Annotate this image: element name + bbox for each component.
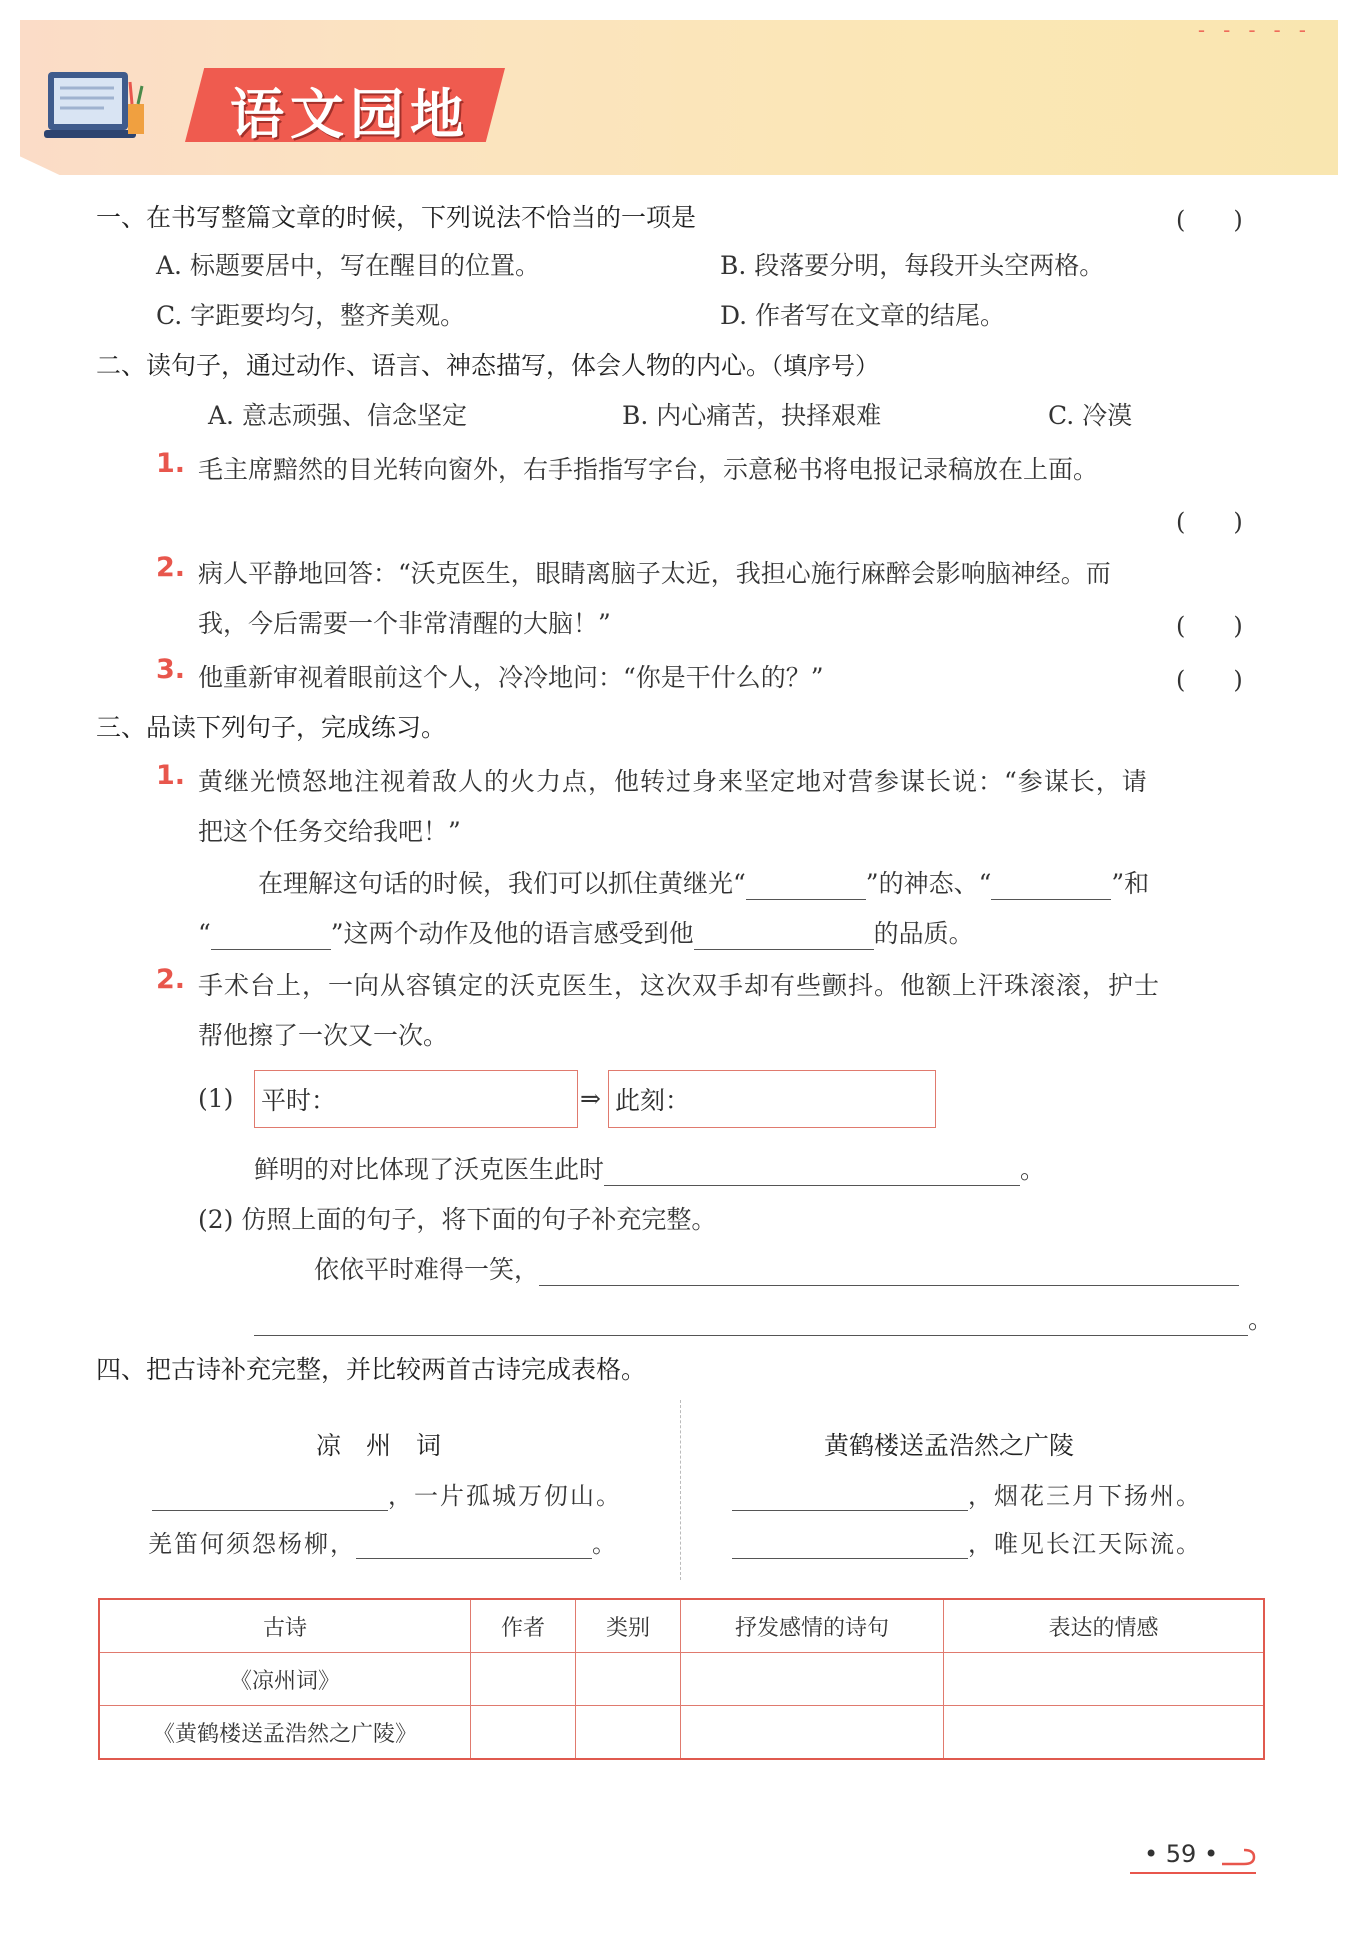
row2-emotion-cell[interactable]: [944, 1706, 1265, 1760]
q2-item3-text: 他重新审视着眼前这个人，冷冷地问：“你是干什么的？”: [198, 663, 824, 692]
poem1-line2-tail: 。: [592, 1530, 618, 1558]
q2-item2-text: 病人平静地回答：“沃克医生，眼睛离脑子太近，我担心施行麻醉会影响脑神经。而: [198, 559, 1111, 588]
q2-item3-number: 3.: [156, 654, 186, 685]
before-box[interactable]: [254, 1070, 578, 1128]
q1-heading: 一、在书写整篇文章的时候，下列说法不恰当的一项是: [96, 203, 697, 232]
row2-category-cell[interactable]: [576, 1706, 681, 1760]
q3-sub1-label: (1): [198, 1084, 234, 1113]
table-header-row: [99, 1599, 1264, 1653]
contrast-line: [254, 1150, 1045, 1186]
q3-item2-text-cont: 帮他擦了一次又一次。: [198, 1021, 449, 1050]
row1-author-cell[interactable]: [471, 1653, 576, 1706]
poem1-line1: [152, 1476, 622, 1511]
row1-emotion-cell[interactable]: [944, 1653, 1265, 1706]
after-box-label: 此刻：: [615, 1086, 691, 1115]
blank-imitation-2[interactable]: [254, 1309, 1248, 1336]
q3-item1-text: 黄继光愤怒地注视着敌人的火力点，他转过身来坚定地对营参谋长说：“参谋长，请: [198, 767, 1148, 796]
blank-expression[interactable]: [746, 873, 866, 900]
q3-item1-number: 1.: [156, 760, 186, 791]
q3-sub2: [198, 1200, 716, 1236]
before-box-label: 平时：: [261, 1086, 337, 1115]
q2-item1-text: 毛主席黯然的目光转向窗外，右手指指写字台，示意秘书将电报记录稿放在上面。: [198, 455, 1099, 484]
poem2-line2: [732, 1524, 1202, 1559]
poem-comparison-table: [98, 1598, 1265, 1760]
laptop-icon: [44, 68, 148, 148]
header-emotion: 表达的情感: [944, 1599, 1265, 1653]
fill-text-a: 在理解这句话的时候，我们可以抓住黄继光“: [258, 869, 746, 898]
poem-divider: [680, 1400, 681, 1580]
poem2-line1: [732, 1476, 1202, 1511]
q2-heading: [96, 346, 879, 382]
q2-item1-paren[interactable]: ( ): [1176, 508, 1243, 536]
blank-poem2-line2[interactable]: [732, 1532, 968, 1559]
q1-option-b: B. 段落要分明，每段开头空两格。: [720, 251, 1105, 280]
page-number-underline: [1130, 1872, 1256, 1874]
q2-option-c: C. 冷漠: [1048, 401, 1133, 430]
q1-option-a: A. 标题要居中，写在醒目的位置。: [156, 251, 540, 280]
poem1-title: 凉 州 词: [316, 1431, 442, 1460]
q3-sub2-label: (2): [198, 1205, 234, 1234]
blank-imitation-1[interactable]: [539, 1259, 1239, 1286]
page-number: • 59 •: [1144, 1840, 1219, 1868]
q3-item1-fill-line1: [258, 864, 1149, 900]
page-corner-icon: [1222, 1848, 1256, 1868]
blank-poem1-line1[interactable]: [152, 1484, 388, 1511]
header-author: 作者: [471, 1599, 576, 1653]
row1-poem: 《凉州词》: [99, 1653, 471, 1706]
q1-option-c: C. 字距要均匀，整齐美观。: [156, 301, 466, 330]
arrow-icon: ⇒: [580, 1084, 601, 1113]
row1-category-cell[interactable]: [576, 1653, 681, 1706]
fill-text-d: “: [198, 919, 211, 948]
poem2-title: 黄鹤楼送孟浩然之广陵: [824, 1431, 1075, 1460]
row2-author-cell[interactable]: [471, 1706, 576, 1760]
page-title: 语文园地: [230, 83, 470, 146]
q1-answer-paren[interactable]: ( ): [1176, 206, 1243, 234]
q3-sub2-text: 仿照上面的句子，将下面的句子补充完整。: [241, 1205, 717, 1234]
poem1-line2-head: 羌笛何须怨杨柳，: [148, 1530, 356, 1558]
q2-heading-text: 二、读句子，通过动作、语言、神态描写，体会人物的内心。: [96, 351, 772, 380]
row2-poem: 《黄鹤楼送孟浩然之广陵》: [99, 1706, 471, 1760]
decorative-dashes: ‐‐‐‐‐: [1197, 18, 1324, 42]
q2-hint: （填序号）: [771, 352, 880, 380]
poem2-line1-tail: ，烟花三月下扬州。: [968, 1482, 1202, 1510]
q3-item2-text: 手术台上，一向从容镇定的沃克医生，这次双手却有些颤抖。他额上汗珠滚滚，护士: [198, 971, 1161, 1000]
imitation-line1: [314, 1250, 1239, 1286]
fill-text-b: ”的神态、“: [865, 869, 992, 898]
table-row: [99, 1706, 1264, 1760]
poem1-line2: [148, 1524, 618, 1559]
blank-poem1-line2[interactable]: [356, 1532, 592, 1559]
header-feeling-lines: 抒发感情的诗句: [681, 1599, 944, 1653]
header-poem: 古诗: [99, 1599, 471, 1653]
fill-text-f: 的品质。: [873, 919, 974, 948]
imitation-line2: [254, 1300, 1273, 1336]
poem2-line2-tail: ，唯见长江天际流。: [968, 1530, 1202, 1558]
row1-lines-cell[interactable]: [681, 1653, 944, 1706]
q2-option-b: B. 内心痛苦，抉择艰难: [622, 401, 882, 430]
fill-text-e: ”这两个动作及他的语言感受到他: [330, 919, 694, 948]
after-box[interactable]: [608, 1070, 936, 1128]
blank-contrast[interactable]: [604, 1159, 1020, 1186]
q2-item2-number: 2.: [156, 552, 186, 583]
q3-item1-fill-line2: [198, 914, 974, 950]
q4-heading: 四、把古诗补充完整，并比较两首古诗完成表格。: [96, 1355, 647, 1384]
blank-action-1[interactable]: [991, 873, 1111, 900]
imitation-start: 依依平时难得一笑，: [314, 1255, 540, 1284]
q2-item2-paren[interactable]: ( ): [1176, 612, 1243, 640]
imitation-period: 。: [1248, 1305, 1274, 1334]
q2-item3-paren[interactable]: ( ): [1176, 666, 1243, 694]
contrast-period: 。: [1020, 1155, 1046, 1184]
q3-item1-text-cont: 把这个任务交给我吧！”: [198, 817, 461, 846]
contrast-text: 鲜明的对比体现了沃克医生此时: [254, 1155, 605, 1184]
q3-heading: 三、品读下列句子，完成练习。: [96, 713, 447, 742]
q1-option-d: D. 作者写在文章的结尾。: [720, 301, 1006, 330]
header-category: 类别: [576, 1599, 681, 1653]
row2-lines-cell[interactable]: [681, 1706, 944, 1760]
q2-item2-text-cont: 我，今后需要一个非常清醒的大脑！”: [198, 609, 611, 638]
q3-item2-number: 2.: [156, 964, 186, 995]
blank-poem2-line1[interactable]: [732, 1484, 968, 1511]
blank-quality[interactable]: [694, 923, 874, 950]
poem1-line1-tail: ，一片孤城万仞山。: [388, 1482, 622, 1510]
table-row: [99, 1653, 1264, 1706]
q2-option-a: A. 意志顽强、信念坚定: [208, 401, 467, 430]
blank-action-2[interactable]: [211, 923, 331, 950]
q2-item1-number: 1.: [156, 448, 186, 479]
fill-text-c: ”和: [1111, 869, 1150, 898]
